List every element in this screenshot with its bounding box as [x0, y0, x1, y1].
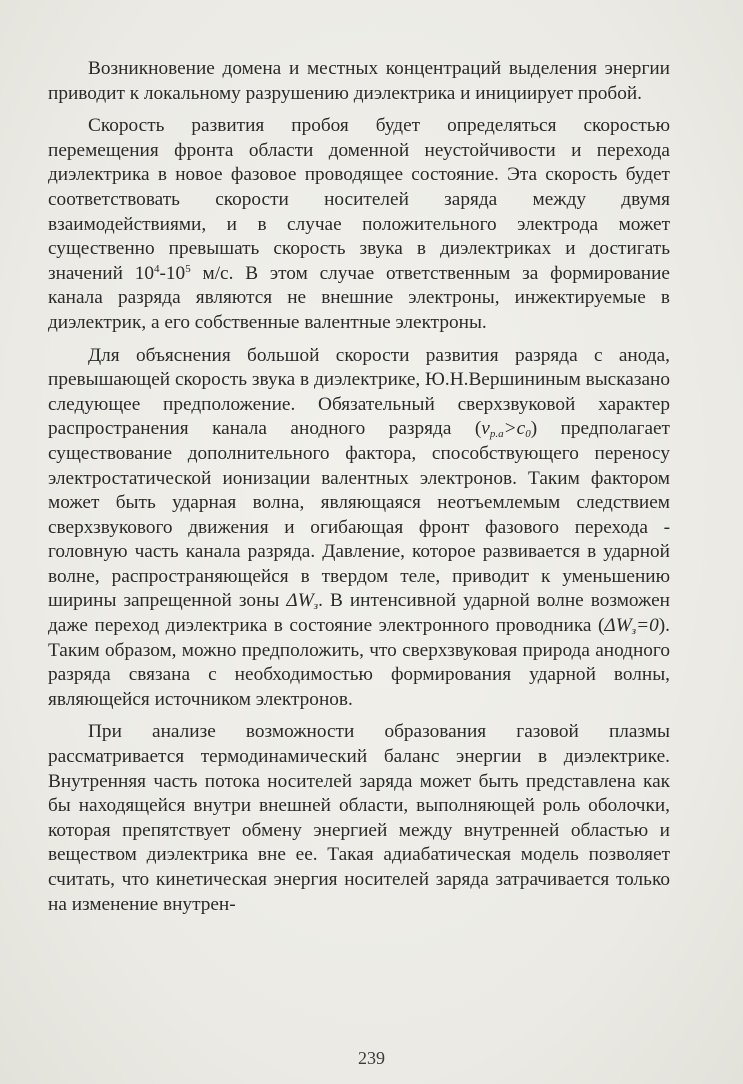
text-segment: c — [516, 418, 526, 440]
text-segment: . В интенсивной ударной волне возможен даже переход диэлектрика в состояние электронного проводника ( — [48, 590, 671, 637]
text-segment: Скорость развития пробоя будет определяться скоростью перемещения фронта области доменной неустойчивости и перехода диэлектрика в новое фазовое проводящее состояние. Эта скорость будет соответствовать скорости носителей заряда между двумя взаимодействиями, и в случае положительного электрода может существенно превышать скорость звука в диэлектриках и достигать значений 10 — [48, 115, 670, 284]
text-segment: =0 — [636, 615, 659, 637]
text-segment: 0 — [525, 428, 531, 441]
text-segment: Для объяснения большой скорости развития разряда с анода, превышающей скорость звука в диэлектрике, Ю.Н.Вершининым высказано следующее предположение. Обязательный сверхзвуковой характер распространения канала анодного разряда ( — [48, 344, 670, 440]
paragraph-2 — [48, 114, 670, 335]
page-number: 239 — [358, 1048, 385, 1068]
text-segment: 4 — [154, 262, 160, 275]
text-segment: -10 — [159, 262, 186, 284]
text-segment: ΔW — [604, 615, 632, 637]
paragraph-1 — [48, 57, 670, 106]
text-segment: з — [631, 625, 637, 638]
text-segment: Возникновение домена и местных концентраций выделения энергии приводит к локальному разрушению диэлектрика и инициирует пробой. — [48, 58, 670, 104]
text-segment: v — [481, 418, 490, 440]
text-segment: При анализе возможности образования газовой плазмы рассматривается термодинамический баланс энергии в диэлектрике. Внутренняя часть потока носителей заряда может быть представлена как бы находящейся внутри внешней области, выполняющей роль оболочки, которая препятствует обмену энергией между внутренней областью и веществом диэлектрика вне ее. Такая адиабатическая модель позволяет считать, что кинетическая энергия носителей заряда затрачивается только на изменение внутрен- — [48, 721, 670, 915]
text-segment: 5 — [185, 262, 191, 275]
text-segment: > — [503, 418, 517, 440]
paragraph-4 — [48, 720, 670, 917]
text-segment: ΔW — [286, 590, 314, 612]
paragraph-3 — [48, 344, 670, 713]
text-segment: м/с. В этом случае ответственным за формирование канала разряда являются не внешние электроны, инжектируемые в диэлектрик, а его собственные валентные электроны. — [48, 262, 670, 333]
text-segment: ). Таким образом, можно предположить, что сверхзвуковая природа анодного разряда связана с необходимостью формирования ударной волны, являющейся источником электронов. — [48, 615, 670, 710]
text-segment: р.а — [489, 428, 504, 441]
text-segment: ) предполагает существование дополнительного фактора, способствующего переносу электростатической ионизации валентных электронов. Таким фактором может быть ударная волна, являющаяся неотъемлемым следствием сверхзвукового движения и огибающая фронт фазового перехода - головную часть канала разряда. Давление, которое развивается в ударной волне, распространяющейся в твердом теле, приводит к уменьшению ширины запрещенной зоны — [48, 418, 670, 612]
body-text — [48, 57, 670, 925]
text-segment: з — [313, 600, 319, 613]
